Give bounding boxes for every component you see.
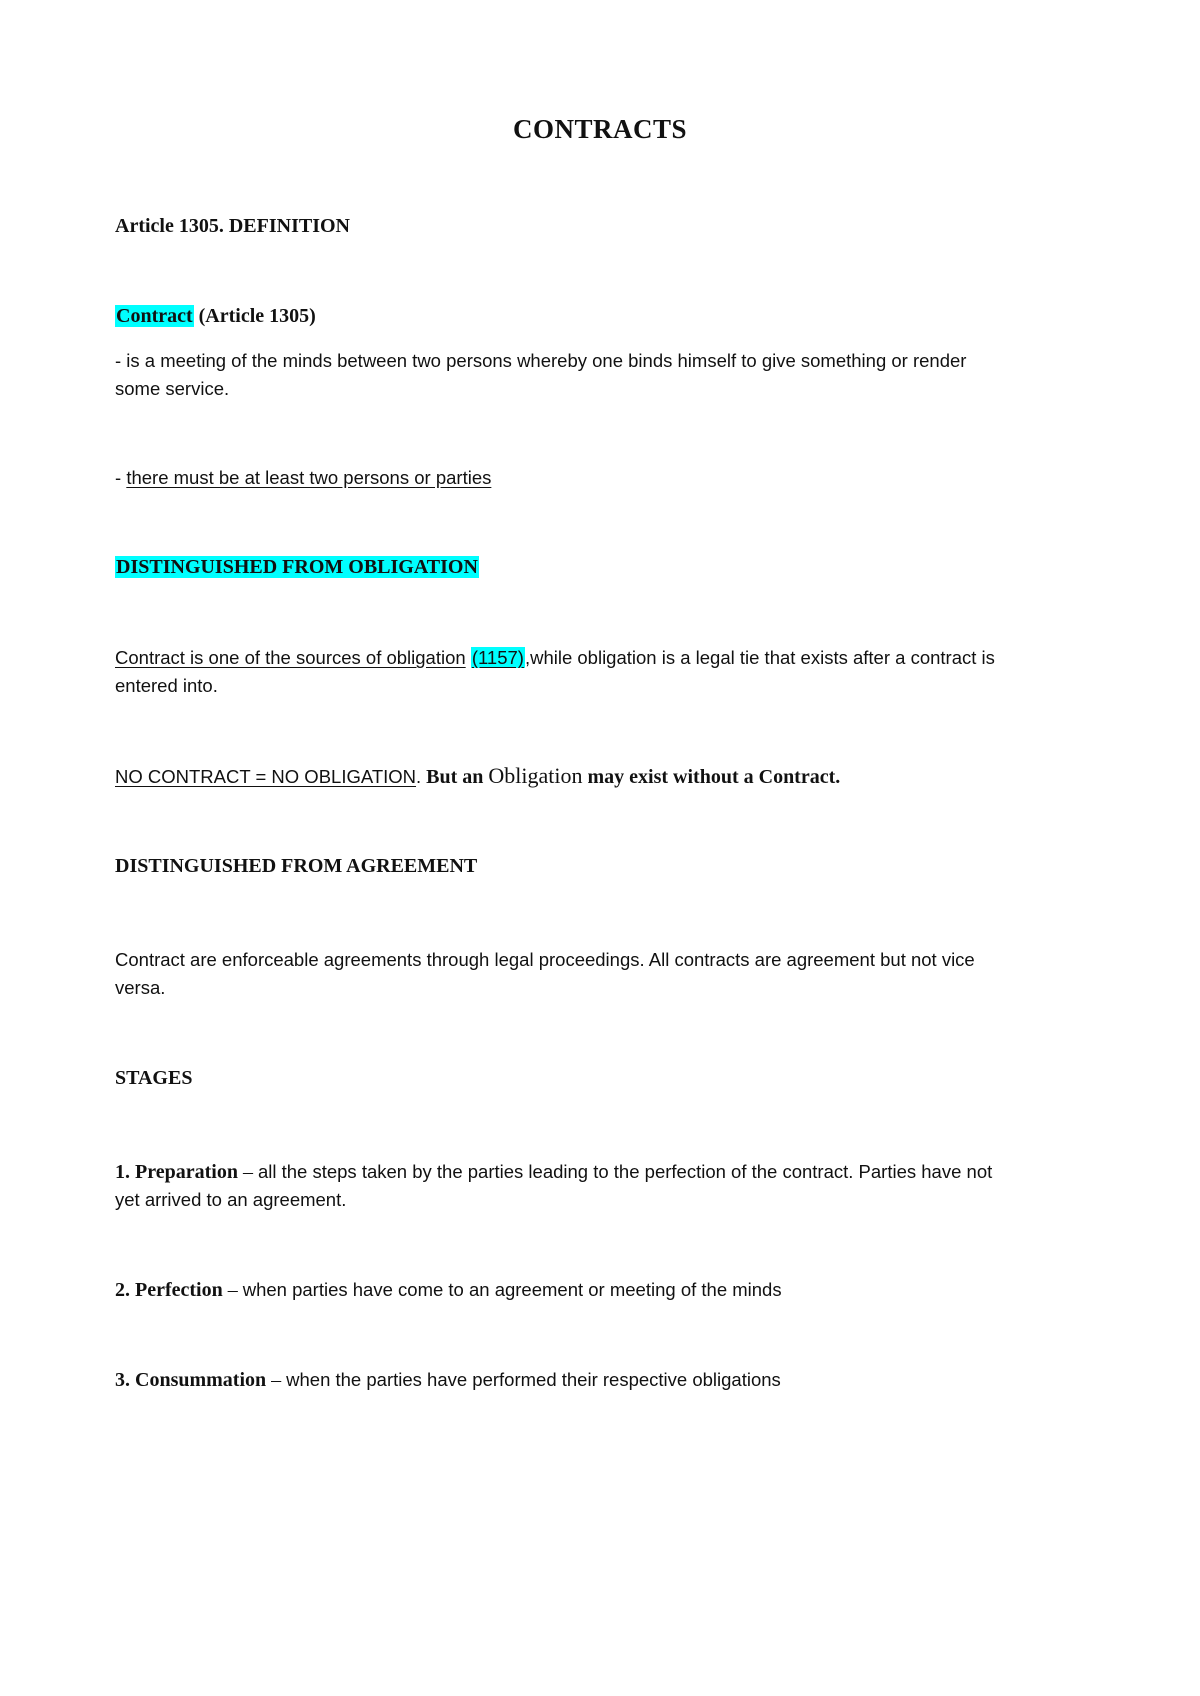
no-contract-plain: Obligation [488,763,583,788]
stage-label: 1. Preparation [115,1161,238,1183]
obligation-text-line-2: entered into. [115,675,218,696]
contract-article-ref: (Article 1305) [193,305,316,327]
parties-note [115,464,491,492]
parties-note-text: there must be at least two persons or parties [126,467,492,488]
agreement-heading: DISTINGUISHED FROM AGREEMENT [115,855,478,877]
obligation-source-text: Contract is one of the sources of obligation [115,647,466,668]
no-contract-bold-2: may exist without a Contract. [582,766,841,788]
stage-item-preparation [115,1158,992,1186]
agreement-text-line-1: Contract are enforceable agreements through legal proceedings. All contracts are agreement but not vice [115,949,975,970]
obligation-ref-highlight: (1157) [471,647,524,668]
no-contract-underlined: NO CONTRACT = NO OBLIGATION [115,766,417,787]
agreement-text-line-2: versa. [115,977,166,998]
obligation-heading-text: DISTINGUISHED FROM OBLIGATION [116,556,478,578]
contract-definition-heading [115,302,316,330]
obligation-text-line-1 [115,644,995,672]
stage-label: 2. Perfection [115,1279,223,1301]
stage-preparation-line-2: yet arrived to an agreement. [115,1189,347,1210]
no-contract-period: . [416,766,422,787]
document-title: CONTRACTS [512,114,688,144]
contract-definition-line-2: some service. [115,378,230,399]
stages-heading: STAGES [115,1067,193,1089]
stage-text: the steps taken by the parties leading to the perfection of the contract. Parties have not [276,1161,993,1182]
stage-dash: – [237,1161,258,1183]
stage-lead: all [257,1161,277,1182]
stage-dash: – [222,1279,243,1301]
stage-text: when parties have come to an agreement or meeting of the minds [242,1279,782,1300]
parties-note-dash: - [115,467,127,488]
obligation-heading [115,553,479,581]
no-contract-line [115,762,840,791]
stage-dash: – [266,1369,287,1391]
stage-item-consummation [115,1366,781,1394]
article-heading: Article 1305. DEFINITION [115,215,350,237]
no-contract-bold-1: But an [421,766,489,788]
stage-item-perfection [115,1276,782,1304]
contract-term-highlight: Contract [116,305,193,327]
contract-definition-line-1: - is a meeting of the minds between two persons whereby one binds himself to give something or render [115,350,967,371]
stage-label: 3. Consummation [115,1369,267,1391]
obligation-rest-text: ,while obligation is a legal tie that exists after a contract is [524,647,995,668]
stage-text: when the parties have performed their respective obligations [286,1369,781,1390]
